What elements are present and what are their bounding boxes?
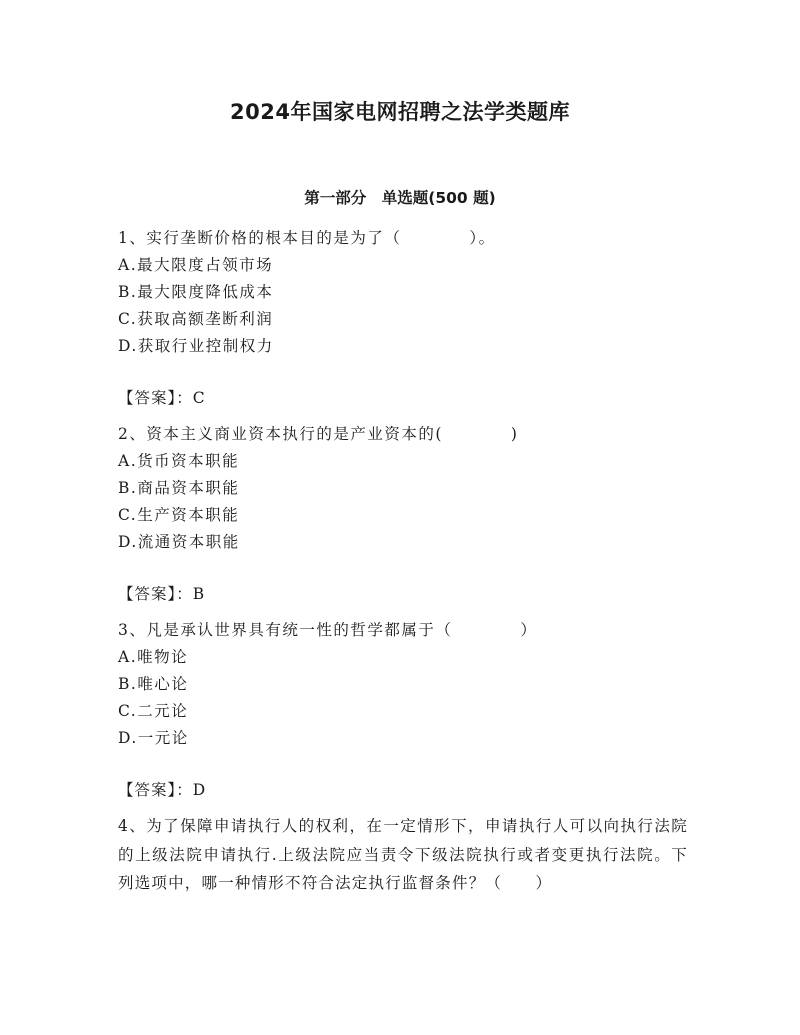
question-1 (118, 224, 688, 412)
question-list (118, 224, 688, 898)
answer-label: 【答案】： (118, 781, 193, 799)
answer-value: D (192, 781, 206, 799)
section-title: 第一部分 单选题(500 题) (304, 189, 496, 207)
option-a: A.最大限度占领市场 (118, 256, 274, 274)
option-c: C.二元论 (118, 702, 189, 720)
option-a: A.货币资本职能 (118, 452, 240, 470)
answer-value: B (192, 585, 205, 603)
option-d: D.一元论 (118, 729, 189, 747)
answer-line (118, 384, 688, 412)
question-stem: 4、为了保障申请执行人的权利，在一定情形下，申请执行人可以向执行法院的上级法院申请执行.上级法院应当责令下级法院执行或者变更执行法院。下列选项中，哪一种情形不符合法定执行监督条件？（ ） (118, 817, 688, 892)
answer-label: 【答案】： (118, 585, 193, 603)
answer-line (118, 776, 688, 804)
option-b: B.商品资本职能 (118, 479, 240, 497)
answer-value: C (192, 389, 205, 407)
option-d: D.获取行业控制权力 (118, 337, 274, 355)
option-c: C.获取高额垄断利润 (118, 310, 274, 328)
question-3 (118, 616, 688, 804)
question-stem: 3、凡是承认世界具有统一性的哲学都属于（ ） (118, 621, 538, 639)
question-2 (118, 420, 688, 608)
answer-line (118, 580, 688, 608)
question-stem: 2、资本主义商业资本执行的是产业资本的( ) (118, 425, 519, 443)
option-c: C.生产资本职能 (118, 506, 240, 524)
option-b: B.唯心论 (118, 675, 189, 693)
question-4 (118, 812, 688, 898)
answer-label: 【答案】： (118, 389, 193, 407)
option-d: D.流通资本职能 (118, 533, 240, 551)
option-b: B.最大限度降低成本 (118, 283, 274, 301)
question-stem: 1、实行垄断价格的根本目的是为了（ ）。 (118, 229, 496, 247)
option-a: A.唯物论 (118, 648, 189, 666)
document-title: 2024年国家电网招聘之法学类题库 (230, 100, 570, 124)
